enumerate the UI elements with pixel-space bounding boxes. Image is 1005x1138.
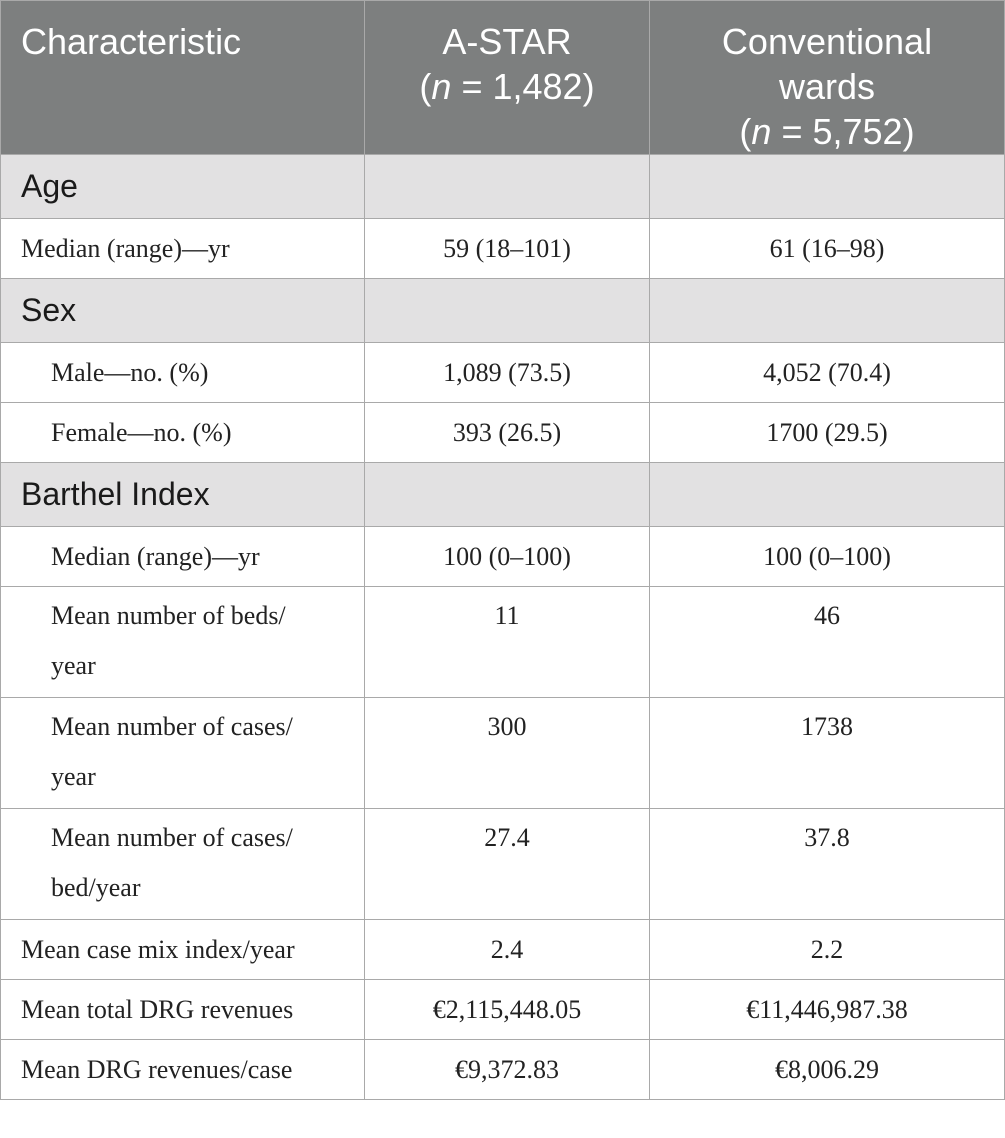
header-astar: A-STAR (n = 1,482) xyxy=(365,1,650,155)
section-label: Barthel Index xyxy=(1,463,365,527)
header-conventional-wards: Conventional wards (n = 5,752) xyxy=(650,1,1005,155)
table-row xyxy=(1,219,1005,279)
table-row xyxy=(1,1040,1005,1100)
conventional-value: 46 xyxy=(650,587,1005,698)
conventional-value: 61 (16–98) xyxy=(650,219,1005,279)
row-label: Mean total DRG revenues xyxy=(1,980,365,1040)
astar-value: 393 (26.5) xyxy=(365,403,650,463)
row-label: Male—no. (%) xyxy=(1,343,365,403)
table-row xyxy=(1,403,1005,463)
astar-value: 300 xyxy=(365,698,650,809)
table-row xyxy=(1,980,1005,1040)
table-row xyxy=(1,587,1005,698)
row-label: Mean number of cases/ year xyxy=(1,698,365,809)
section-barthel-index xyxy=(1,463,1005,527)
astar-value: 27.4 xyxy=(365,809,650,920)
table-row xyxy=(1,698,1005,809)
astar-value: €2,115,448.05 xyxy=(365,980,650,1040)
conventional-value: €8,006.29 xyxy=(650,1040,1005,1100)
section-label: Sex xyxy=(1,279,365,343)
conventional-value: 2.2 xyxy=(650,920,1005,980)
section-sex xyxy=(1,279,1005,343)
header-row xyxy=(1,1,1005,155)
astar-value: 1,089 (73.5) xyxy=(365,343,650,403)
conventional-value: €11,446,987.38 xyxy=(650,980,1005,1040)
table-row xyxy=(1,920,1005,980)
table-row xyxy=(1,343,1005,403)
row-label: Mean number of cases/ bed/year xyxy=(1,809,365,920)
row-label: Median (range)—yr xyxy=(1,219,365,279)
row-label: Female—no. (%) xyxy=(1,403,365,463)
astar-value: 11 xyxy=(365,587,650,698)
row-label: Median (range)—yr xyxy=(1,527,365,587)
astar-value: €9,372.83 xyxy=(365,1040,650,1100)
table-row xyxy=(1,527,1005,587)
conventional-value: 37.8 xyxy=(650,809,1005,920)
header-characteristic: Characteristic xyxy=(1,1,365,155)
conventional-value: 1700 (29.5) xyxy=(650,403,1005,463)
conventional-value: 4,052 (70.4) xyxy=(650,343,1005,403)
section-age xyxy=(1,155,1005,219)
conventional-value: 100 (0–100) xyxy=(650,527,1005,587)
row-label: Mean DRG revenues/case xyxy=(1,1040,365,1100)
row-label: Mean number of beds/ year xyxy=(1,587,365,698)
conventional-value: 1738 xyxy=(650,698,1005,809)
row-label: Mean case mix index/year xyxy=(1,920,365,980)
astar-value: 2.4 xyxy=(365,920,650,980)
astar-value: 59 (18–101) xyxy=(365,219,650,279)
table-row xyxy=(1,809,1005,920)
astar-value: 100 (0–100) xyxy=(365,527,650,587)
section-label: Age xyxy=(1,155,365,219)
